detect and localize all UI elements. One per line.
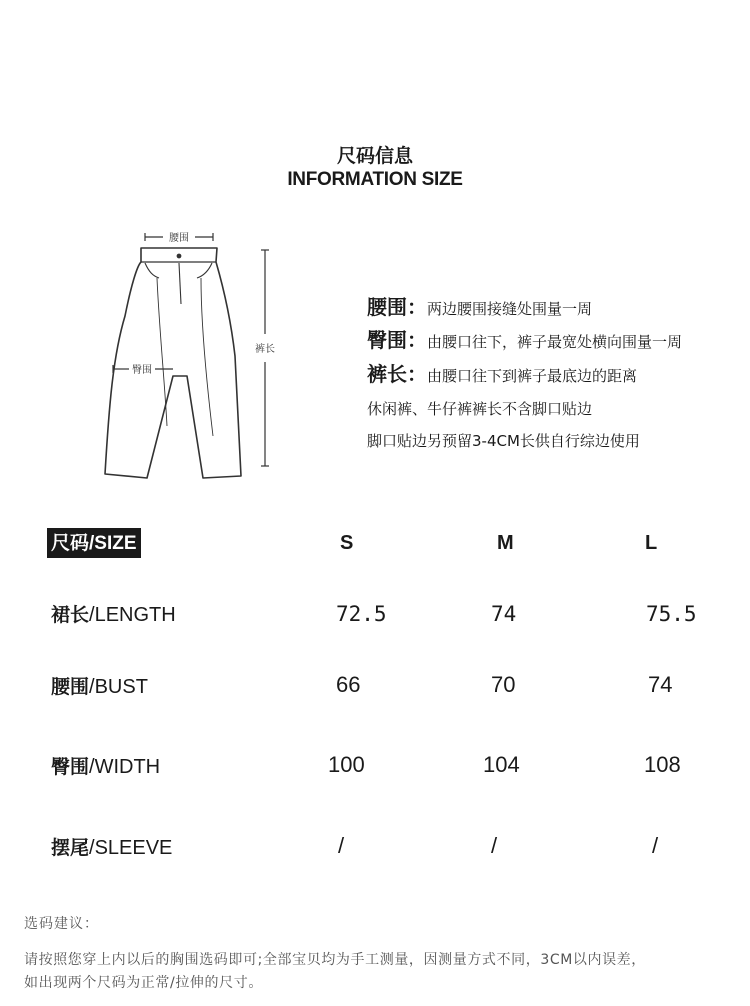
row-label-en: /WIDTH [89, 756, 161, 778]
length-label: 裤长 [255, 344, 275, 355]
desc-text: 两边腰围接缝处围量一周 [427, 300, 593, 318]
row-label-cn: 裙长 [51, 604, 90, 626]
table-cell: 70 [491, 672, 516, 697]
column-header-m: M [497, 532, 514, 554]
pleat-right [201, 278, 213, 436]
right-pocket [197, 263, 212, 278]
table-cell: 66 [336, 672, 361, 697]
column-header-l: L [645, 532, 658, 554]
desc-term: 臀围： [367, 328, 427, 352]
table-cell: 100 [328, 752, 365, 777]
size-header [47, 528, 141, 558]
length-arrow [261, 250, 269, 466]
desc-hip [367, 324, 682, 353]
advice-title: 选码建议： [24, 916, 99, 932]
row-label-sleeve [51, 833, 172, 860]
pants-outline [105, 248, 241, 478]
pleat-left [157, 278, 167, 426]
table-cell: / [338, 833, 345, 858]
row-label-cn: 腰围 [51, 676, 90, 698]
desc-length [367, 358, 637, 387]
column-header-s: S [340, 532, 354, 554]
page-title-cn: 尺码信息 [336, 145, 413, 167]
row-label-en: /LENGTH [89, 604, 176, 626]
row-label-en: /SLEEVE [89, 837, 173, 859]
table-cell: 74 [648, 672, 673, 697]
hip-label: 臀围 [132, 365, 152, 376]
table-cell: 74 [491, 602, 517, 626]
size-header-cn: 尺码 [51, 532, 90, 554]
row-label-cn: 摆尾 [51, 837, 90, 859]
table-cell: / [652, 833, 659, 858]
desc-note-2: 脚口贴边另预留3-4CM长供自行综边使用 [367, 432, 640, 450]
fly-line [179, 263, 181, 304]
desc-waist [367, 291, 592, 320]
page-title-en: INFORMATION SIZE [287, 169, 463, 190]
size-header-en: /SIZE [89, 533, 137, 554]
waist-label: 腰围 [169, 233, 189, 244]
desc-term: 腰围： [367, 295, 427, 319]
row-label-bust [51, 672, 148, 699]
table-cell: 108 [644, 752, 681, 777]
table-cell: 75.5 [646, 602, 697, 626]
row-label-cn: 臀围 [51, 756, 90, 778]
left-pocket [145, 263, 159, 278]
table-cell: 72.5 [336, 602, 387, 626]
desc-term: 裤长： [367, 362, 427, 386]
button-icon [177, 254, 180, 257]
advice-line-2: 如出现两个尺码为正常/拉伸的尺寸。 [24, 975, 263, 991]
table-cell: / [491, 833, 498, 858]
row-label-length [51, 600, 176, 627]
desc-text: 由腰口往下到裤子最底边的距离 [427, 367, 638, 385]
desc-text: 由腰口往下，裤子最宽处横向围量一周 [427, 333, 683, 351]
row-label-width [51, 752, 160, 779]
table-cell: 104 [483, 752, 520, 777]
row-label-en: /BUST [89, 676, 148, 698]
advice-line-1: 请按照您穿上内以后的胸围选码即可;全部宝贝均为手工测量，因测量方式不同，3CM以内误差， [24, 952, 646, 968]
pants-diagram [95, 226, 285, 486]
desc-note-1: 休闲裤、牛仔裤裤长不含脚口贴边 [367, 400, 593, 418]
